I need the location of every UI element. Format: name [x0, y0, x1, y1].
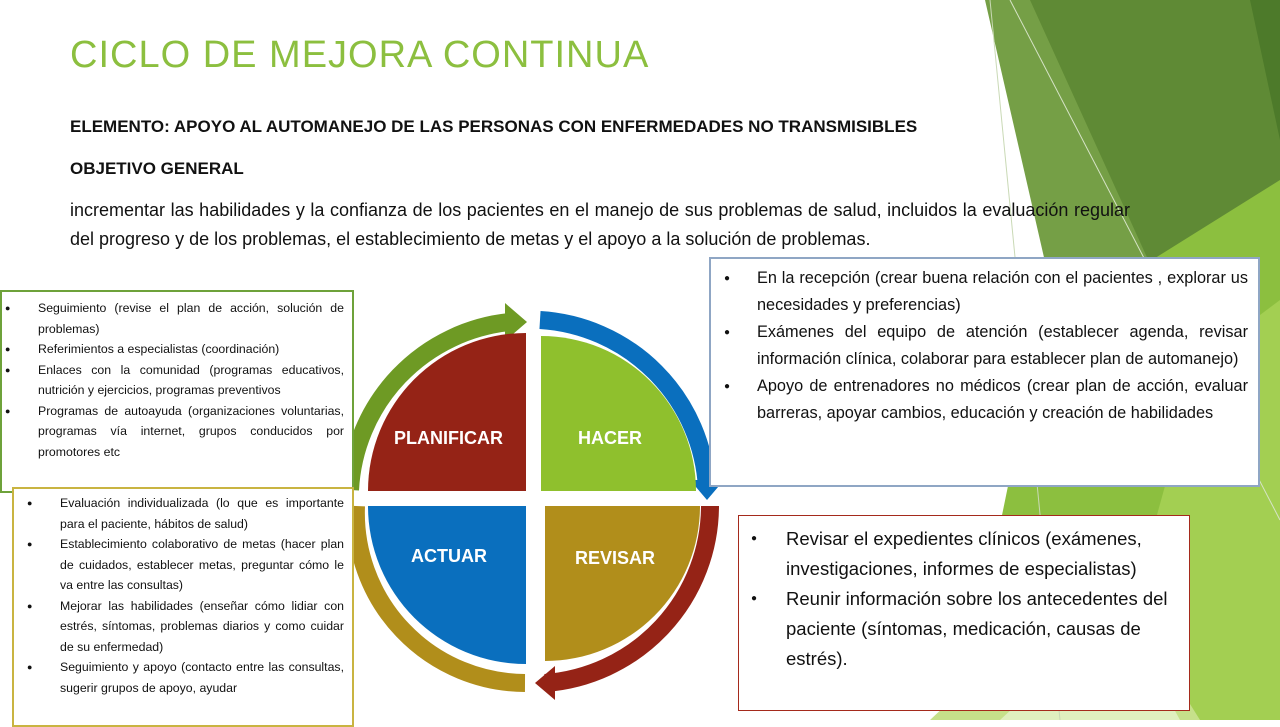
seguimiento-box — [0, 290, 354, 493]
objective-heading: OBJETIVO GENERAL — [70, 159, 244, 178]
actuar-quadrant — [368, 506, 526, 664]
hacer-quadrant — [541, 336, 696, 491]
page-title: CICLO DE MEJORA CONTINUA — [70, 34, 650, 76]
actuar-label: ACTUAR — [411, 546, 487, 566]
list-item: ● Enlaces con la comunidad (programas educativos, nutrición y ejercicios, programas preventivos — [38, 360, 344, 401]
list-item: ● En la recepción (crear buena relación con el pacientes , explorar us necesidades y preferencias) — [757, 265, 1248, 319]
element-heading: ELEMENTO: APOYO AL AUTOMANEJO DE LAS PERSONAS CON ENFERMEDADES NO TRANSMISIBLES — [70, 117, 918, 136]
list-item: ● Apoyo de entrenadores no médicos (crear plan de acción, evaluar barreras, apoyar cambios, educación y creación de habilidades — [757, 373, 1248, 427]
list-item: ● Mejorar las habilidades (enseñar cómo lidiar con estrés, síntomas, problemas diarios y como cuidar de su enfermedad) — [60, 596, 344, 658]
planificar-label: PLANIFICAR — [394, 428, 503, 448]
revisar-quadrant — [545, 506, 700, 661]
list-item: ● Evaluación individualizada (lo que es importante para el paciente, hábitos de salud) — [60, 493, 344, 534]
list-item: ● Seguimiento (revise el plan de acción, solución de problemas) — [38, 298, 344, 339]
list-item: ● Referimientos a especialistas (coordinación) — [38, 339, 344, 360]
revisar-box — [738, 515, 1190, 711]
list-item: ● Seguimiento y apoyo (contacto entre las consultas, sugerir grupos de apoyo, ayudar — [60, 657, 344, 698]
list-item: ● Revisar el expedientes clínicos (exámenes, investigaciones, informes de especialistas) — [786, 524, 1179, 584]
list-item: ● Programas de autoayuda (organizaciones voluntarias, programas vía internet, grupos conducidos por promotores etc — [38, 401, 344, 463]
revisar-arrowhead — [535, 666, 555, 700]
list-item: ● Reunir información sobre los antecedentes del paciente (síntomas, medicación, causas de estrés). — [786, 584, 1179, 674]
hacer-label: HACER — [578, 428, 643, 448]
objective-text: incrementar las habilidades y la confianza de los pacientes en el manejo de sus problemas de salud, incluidos la evaluación regular del progreso y de los problemas, el establecimiento de metas y el apoyo a la solución de problemas. — [70, 200, 1130, 249]
planificar-quadrant — [368, 333, 526, 491]
recepcion-box — [709, 257, 1260, 487]
evaluacion-box — [12, 487, 354, 727]
list-item: ● Exámenes del equipo de atención (establecer agenda, revisar información clínica, colaborar para establecer plan de automanejo) — [757, 319, 1248, 373]
revisar-label: REVISAR — [575, 548, 656, 568]
list-item: ● Establecimiento colaborativo de metas (hacer plan de cuidados, establecer metas, preguntar cómo le va entre las consultas) — [60, 534, 344, 596]
